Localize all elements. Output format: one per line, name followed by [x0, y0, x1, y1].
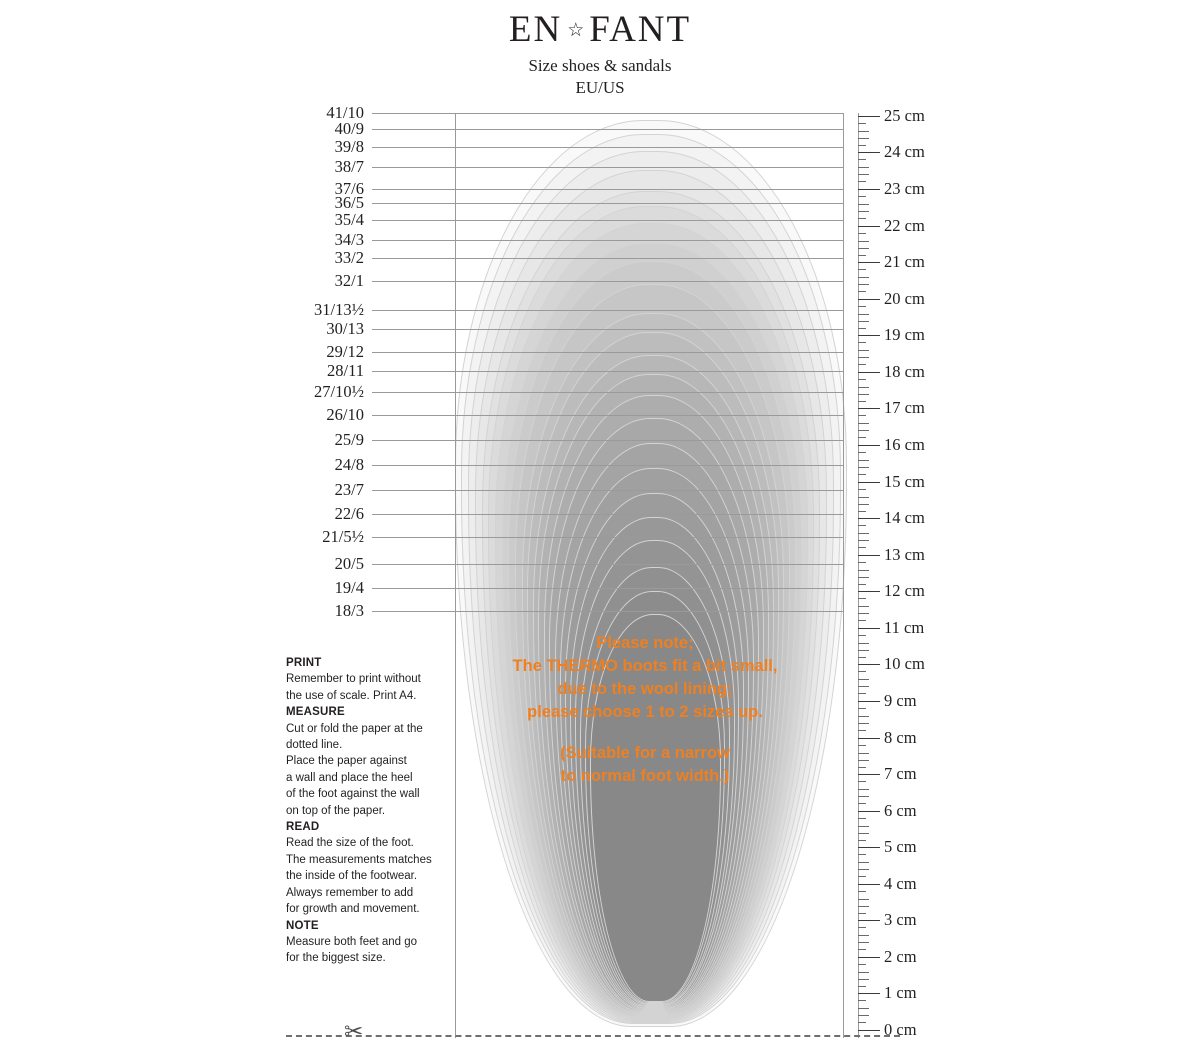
ruler-minor-tick — [858, 986, 866, 987]
eu-size-label: 26/10 — [326, 405, 364, 424]
ruler-minor-tick — [858, 437, 866, 438]
ruler-minor-tick — [858, 284, 869, 285]
cm-label: 9 cm — [884, 691, 917, 710]
read-text-3: the inside of the footwear. — [286, 870, 418, 883]
cm-label: 21 cm — [884, 252, 925, 271]
ruler-minor-tick — [858, 833, 869, 834]
ruler-minor-tick — [858, 291, 866, 292]
subtitle-primary: Size shoes & sandals — [528, 55, 672, 75]
eu-grid-line — [372, 147, 843, 148]
ruler-major-tick — [858, 372, 880, 373]
ruler-minor-tick — [858, 241, 869, 242]
left-axis-rule — [455, 113, 456, 1038]
eu-grid-line — [372, 514, 843, 515]
ruler-minor-tick — [858, 796, 869, 797]
eu-size-label: 18/3 — [334, 601, 364, 620]
measure-text-4: a wall and place the heel — [286, 771, 413, 784]
cm-label: 4 cm — [884, 874, 917, 893]
ruler-minor-tick — [858, 767, 866, 768]
read-heading: READ — [286, 821, 320, 834]
eu-size-label: 33/2 — [334, 248, 364, 267]
eu-size-label: 22/6 — [334, 504, 364, 523]
ruler-minor-tick — [858, 467, 869, 468]
eu-size-label: 28/11 — [327, 361, 364, 380]
eu-grid-line — [372, 203, 843, 204]
ruler-minor-tick — [858, 387, 869, 388]
ruler-minor-tick — [858, 657, 866, 658]
ruler-minor-tick — [858, 753, 869, 754]
ruler-minor-tick — [858, 138, 869, 139]
cut-line — [286, 1035, 900, 1037]
cm-label: 12 cm — [884, 581, 925, 600]
ruler-minor-tick — [858, 606, 869, 607]
ruler-minor-tick — [858, 211, 869, 212]
ruler-minor-tick — [858, 1015, 869, 1016]
ruler-minor-tick — [858, 314, 869, 315]
ruler-minor-tick — [858, 248, 869, 249]
eu-size-label: 39/8 — [334, 137, 364, 156]
thermo-note-line-4: please choose 1 to 2 sizes up. — [527, 703, 763, 721]
eu-grid-line — [372, 564, 843, 565]
cm-label: 10 cm — [884, 654, 925, 673]
ruler-minor-tick — [858, 598, 866, 599]
ruler-minor-tick — [858, 423, 869, 424]
ruler-minor-tick — [858, 972, 869, 973]
eu-size-label: 38/7 — [334, 157, 364, 176]
ruler-minor-tick — [858, 504, 869, 505]
ruler-major-tick — [858, 152, 880, 153]
ruler-minor-tick — [858, 577, 869, 578]
ruler-minor-tick — [858, 562, 866, 563]
cm-label: 23 cm — [884, 179, 925, 198]
read-text-5: for growth and movement. — [286, 903, 420, 916]
ruler-minor-tick — [858, 167, 869, 168]
brand-right: FANT — [589, 9, 692, 50]
ruler-minor-tick — [858, 708, 866, 709]
ruler-minor-tick — [858, 277, 869, 278]
ruler-major-tick — [858, 335, 880, 336]
ruler-major-tick — [858, 701, 880, 702]
ruler-minor-tick — [858, 533, 869, 534]
cm-label: 6 cm — [884, 801, 917, 820]
ruler-minor-tick — [858, 321, 869, 322]
ruler-minor-tick — [858, 891, 866, 892]
eu-size-label: 32/1 — [334, 271, 364, 290]
note-spacer — [465, 724, 825, 742]
ruler-minor-tick — [858, 854, 866, 855]
ruler-minor-tick — [858, 1000, 866, 1001]
ruler-major-tick — [858, 226, 880, 227]
ruler-minor-tick — [858, 497, 869, 498]
thermo-note-line-3: due to the wool lining; — [557, 680, 733, 698]
ruler-minor-tick — [858, 342, 866, 343]
eu-grid-line — [372, 129, 843, 130]
ruler-minor-tick — [858, 525, 866, 526]
ruler-major-tick — [858, 262, 880, 263]
ruler-major-tick — [858, 920, 880, 921]
ruler-major-tick — [858, 993, 880, 994]
ruler-minor-tick — [858, 818, 866, 819]
ruler-minor-tick — [858, 570, 869, 571]
eu-size-label: 31/13½ — [314, 300, 364, 319]
ruler-minor-tick — [858, 511, 866, 512]
print-heading: PRINT — [286, 657, 322, 669]
eu-grid-line — [372, 113, 843, 114]
eu-size-label: 25/9 — [334, 430, 364, 449]
eu-grid-line — [372, 588, 843, 589]
eu-size-label: 40/9 — [334, 119, 364, 138]
ruler-minor-tick — [858, 269, 866, 270]
measure-text-1: Cut or fold the paper at the — [286, 722, 423, 735]
eu-grid-line — [372, 310, 843, 311]
subtitle-secondary: EU/US — [575, 77, 625, 97]
ruler-major-tick — [858, 189, 880, 190]
cm-label: 1 cm — [884, 983, 917, 1002]
eu-size-label: 41/10 — [326, 103, 364, 122]
ruler-minor-tick — [858, 181, 866, 182]
ruler-minor-tick — [858, 540, 869, 541]
right-axis-rule — [843, 113, 844, 1038]
ruler-minor-tick — [858, 620, 866, 621]
ruler-minor-tick — [858, 394, 869, 395]
ruler-minor-tick — [858, 379, 866, 380]
ruler-minor-tick — [858, 1008, 869, 1009]
cm-label: 0 cm — [884, 1020, 917, 1039]
ruler-minor-tick — [858, 942, 869, 943]
eu-size-label: 21/5½ — [322, 527, 364, 546]
ruler-minor-tick — [858, 876, 866, 877]
ruler-minor-tick — [858, 730, 866, 731]
ruler-minor-tick — [858, 643, 869, 644]
eu-grid-line — [372, 611, 843, 612]
ruler-minor-tick — [858, 255, 866, 256]
ruler-minor-tick — [858, 218, 866, 219]
ruler-minor-tick — [858, 131, 869, 132]
ruler-major-tick — [858, 628, 880, 629]
ruler-minor-tick — [858, 869, 869, 870]
eu-grid-line — [372, 371, 843, 372]
cm-label: 8 cm — [884, 728, 917, 747]
eu-grid-line — [372, 189, 843, 190]
ruler-minor-tick — [858, 547, 866, 548]
cm-label: 19 cm — [884, 325, 925, 344]
ruler-minor-tick — [858, 489, 866, 490]
eu-grid-line — [372, 167, 843, 168]
ruler-minor-tick — [858, 913, 866, 914]
measure-text-3: Place the paper against — [286, 755, 407, 768]
ruler-major-tick — [858, 847, 880, 848]
ruler-minor-tick — [858, 979, 869, 980]
ruler-minor-tick — [858, 723, 869, 724]
note-heading: NOTE — [286, 919, 319, 932]
ruler-minor-tick — [858, 350, 869, 351]
cm-label: 5 cm — [884, 837, 917, 856]
eu-grid-line — [372, 465, 843, 466]
ruler-minor-tick — [858, 826, 869, 827]
ruler-minor-tick — [858, 781, 866, 782]
eu-size-label: 23/7 — [334, 480, 364, 499]
ruler-minor-tick — [858, 927, 866, 928]
cm-label: 3 cm — [884, 910, 917, 929]
thermo-note — [465, 632, 825, 788]
ruler-minor-tick — [858, 233, 866, 234]
ruler-minor-tick — [858, 789, 869, 790]
print-text-2: the use of scale. Print A4. — [286, 689, 417, 702]
eu-size-label: 35/4 — [334, 210, 364, 229]
instructions-panel — [286, 655, 451, 967]
ruler-major-tick — [858, 482, 880, 483]
cm-label: 17 cm — [884, 398, 925, 417]
ruler-major-tick — [858, 518, 880, 519]
cm-label: 13 cm — [884, 545, 925, 564]
cm-label: 11 cm — [884, 618, 925, 637]
ruler-minor-tick — [858, 686, 869, 687]
ruler-minor-tick — [858, 460, 869, 461]
thermo-note-line-2: The THERMO boots fit a bit small, — [512, 657, 778, 675]
cm-label: 7 cm — [884, 764, 917, 783]
ruler-major-tick — [858, 774, 880, 775]
ruler-minor-tick — [858, 123, 866, 124]
ruler-minor-tick — [858, 159, 866, 160]
ruler-major-tick — [858, 1030, 880, 1031]
eu-grid-line — [372, 240, 843, 241]
measure-text-6: on top of the paper. — [286, 804, 386, 817]
ruler-minor-tick — [858, 679, 869, 680]
eu-size-label: 24/8 — [334, 455, 364, 474]
ruler-minor-tick — [858, 174, 869, 175]
cm-label: 15 cm — [884, 472, 925, 491]
ruler-minor-tick — [858, 452, 866, 453]
ruler-major-tick — [858, 884, 880, 885]
star-icon: ☆ — [567, 20, 585, 41]
scissors-icon: ✂ — [344, 1019, 364, 1044]
note-text-1: Measure both feet and go — [286, 935, 418, 948]
eu-grid-line — [372, 258, 843, 259]
ruler-minor-tick — [858, 196, 866, 197]
ruler-major-tick — [858, 299, 880, 300]
ruler-minor-tick — [858, 357, 869, 358]
ruler-minor-tick — [858, 1022, 866, 1023]
ruler-minor-tick — [858, 364, 866, 365]
read-text-1: Read the size of the foot. — [286, 837, 414, 850]
ruler-minor-tick — [858, 949, 866, 950]
ruler-minor-tick — [858, 803, 866, 804]
brand-left: EN — [508, 9, 563, 50]
eu-grid-line — [372, 440, 843, 441]
measure-heading: MEASURE — [286, 706, 345, 719]
ruler-minor-tick — [858, 650, 869, 651]
ruler-major-tick — [858, 555, 880, 556]
ruler-minor-tick — [858, 693, 866, 694]
ruler-minor-tick — [858, 760, 869, 761]
ruler-minor-tick — [858, 862, 869, 863]
thermo-note-line-1: Please note; — [596, 634, 694, 652]
eu-grid-line — [372, 352, 843, 353]
ruler-minor-tick — [858, 613, 869, 614]
ruler-minor-tick — [858, 840, 866, 841]
cm-label: 22 cm — [884, 216, 925, 235]
eu-size-label: 29/12 — [326, 342, 364, 361]
cm-label: 18 cm — [884, 362, 925, 381]
ruler-minor-tick — [858, 964, 866, 965]
thermo-note-line-5: (Suitable for a narrow — [560, 744, 730, 762]
print-text-1: Remember to print without — [286, 673, 421, 686]
ruler-minor-tick — [858, 430, 869, 431]
eu-grid-line — [372, 415, 843, 416]
measure-text-2: dotted line. — [286, 739, 343, 752]
ruler-major-tick — [858, 664, 880, 665]
ruler-minor-tick — [858, 899, 869, 900]
eu-size-label: 30/13 — [326, 319, 364, 338]
ruler-minor-tick — [858, 306, 866, 307]
ruler-minor-tick — [858, 635, 866, 636]
cm-label: 25 cm — [884, 106, 925, 125]
eu-size-label: 27/10½ — [314, 382, 364, 401]
ruler-minor-tick — [858, 328, 866, 329]
ruler-major-tick — [858, 408, 880, 409]
ruler-minor-tick — [858, 906, 869, 907]
cm-label: 20 cm — [884, 289, 925, 308]
thermo-note-line-6: to normal foot width.) — [560, 767, 730, 785]
ruler-minor-tick — [858, 204, 869, 205]
ruler-minor-tick — [858, 145, 866, 146]
ruler-major-tick — [858, 445, 880, 446]
measure-text-5: of the foot against the wall — [286, 788, 420, 801]
eu-grid-line — [372, 392, 843, 393]
ruler-minor-tick — [858, 415, 866, 416]
ruler-minor-tick — [858, 671, 866, 672]
eu-grid-line — [372, 537, 843, 538]
cm-label: 14 cm — [884, 508, 925, 527]
eu-grid-line — [372, 281, 843, 282]
ruler-minor-tick — [858, 474, 866, 475]
ruler-major-tick — [858, 116, 880, 117]
eu-size-label: 36/5 — [334, 193, 364, 212]
eu-size-label: 20/5 — [334, 554, 364, 573]
cm-label: 24 cm — [884, 142, 925, 161]
ruler-major-tick — [858, 738, 880, 739]
ruler-minor-tick — [858, 745, 866, 746]
ruler-minor-tick — [858, 716, 869, 717]
eu-grid-line — [372, 220, 843, 221]
read-text-2: The measurements matches — [286, 853, 432, 866]
eu-grid-line — [372, 490, 843, 491]
ruler-major-tick — [858, 811, 880, 812]
note-text-2: for the biggest size. — [286, 952, 386, 965]
ruler-major-tick — [858, 957, 880, 958]
eu-size-label: 37/6 — [334, 179, 364, 198]
eu-grid-line — [372, 329, 843, 330]
ruler-minor-tick — [858, 401, 866, 402]
eu-size-label: 19/4 — [334, 578, 364, 597]
ruler-minor-tick — [858, 584, 866, 585]
cm-label: 16 cm — [884, 435, 925, 454]
ruler-minor-tick — [858, 935, 869, 936]
read-text-4: Always remember to add — [286, 886, 414, 899]
ruler-major-tick — [858, 591, 880, 592]
eu-size-label: 34/3 — [334, 230, 364, 249]
cm-label: 2 cm — [884, 947, 917, 966]
